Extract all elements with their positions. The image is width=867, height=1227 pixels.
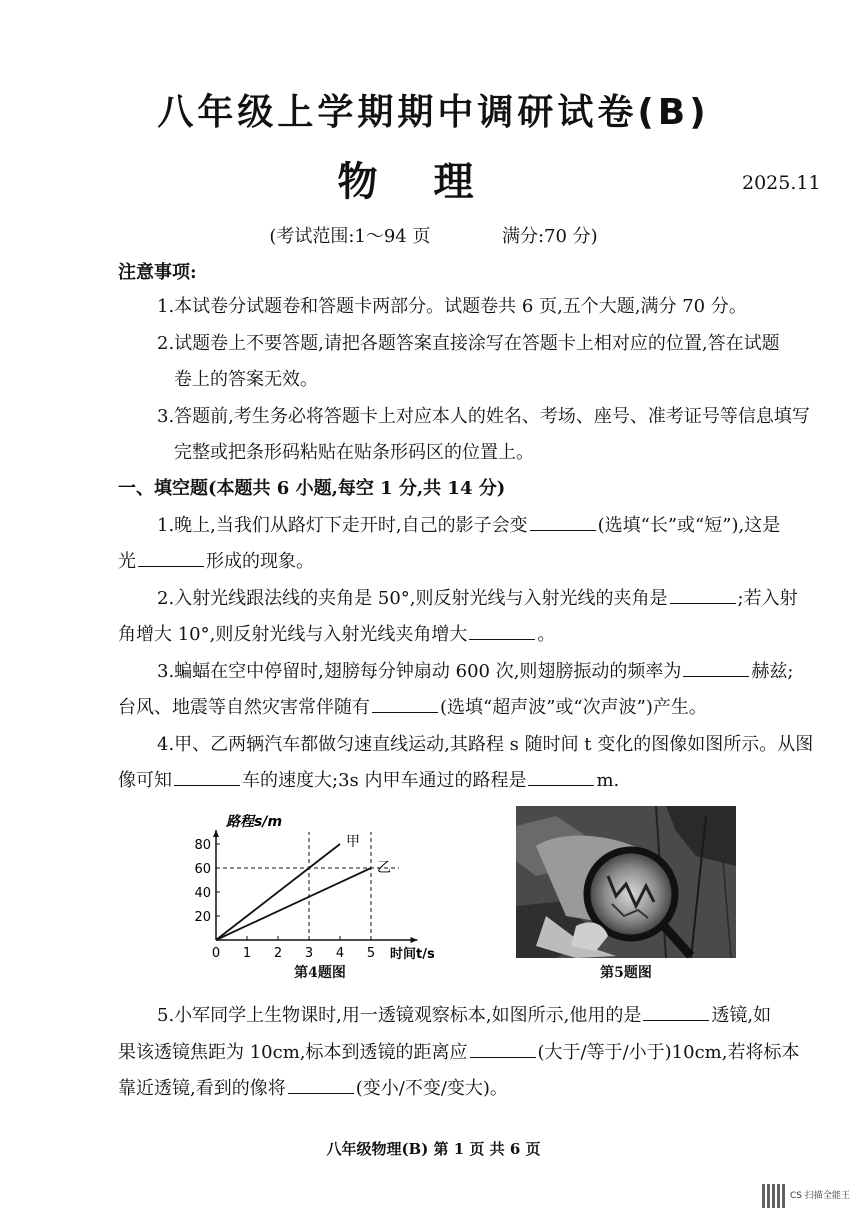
q2-text-b: ;若入射 (737, 588, 798, 609)
note-3-line2: 完整或把条形码粘贴在贴条形码区的位置上。 (174, 442, 534, 463)
q2-text-d: 。 (537, 624, 556, 645)
q5-line3 (118, 1074, 508, 1100)
section1-heading: 一、填空题(本题共 6 小题,每空 1 分,共 14 分) (118, 478, 506, 499)
q5-blank-3 (288, 1075, 354, 1094)
q5-line2 (118, 1038, 799, 1064)
q4-text-c: 车的速度大;3s 内甲车通过的路程是 (242, 770, 527, 791)
q1-blank-2 (138, 548, 204, 567)
chart-plot-area (194, 830, 417, 961)
q5-text-b: 透镜,如 (711, 1005, 772, 1026)
note-1: 1.本试卷分试题卷和答题卡两部分。试题卷共 6 页,五个大题,满分 70 分。 (157, 296, 747, 317)
page-footer: 八年级物理(B) 第 1 页 共 6 页 (326, 1140, 541, 1158)
q5-text-d: (大于/等于/小于)10cm,若将标本 (537, 1042, 800, 1063)
q1-line1 (157, 511, 780, 537)
figure5-caption: 第5题图 (600, 965, 652, 981)
q1-text-a: 1.晚上,当我们从路灯下走开时,自己的影子会变 (157, 515, 528, 536)
q4-line2 (118, 766, 619, 792)
figure5-magnifier-photo (516, 806, 736, 958)
chart-xtick-label: 1 (242, 946, 252, 961)
exam-title: 八年级上学期期中调研试卷(B) (157, 92, 710, 133)
q2-text-c: 角增大 10°,则反射光线与入射光线夹角增大 (118, 624, 468, 645)
q5-text-a: 5.小军同学上生物课时,用一透镜观察标本,如图所示,他用的是 (157, 1005, 642, 1026)
chart-xtick-label: 3 (304, 946, 314, 961)
q2-blank-1 (670, 585, 736, 604)
q3-line1 (157, 657, 794, 683)
q5-blank-2 (470, 1039, 536, 1058)
q1-blank-1 (530, 512, 596, 531)
note-3-line1: 3.答题前,考生务必将答题卡上对应本人的姓名、考场、座号、准考证号等信息填写 (157, 406, 810, 427)
chart-y-arrow (213, 830, 219, 837)
chart-series-line-2 (216, 868, 371, 940)
q3-text-d: (选填“超声波”或“次声波”)产生。 (440, 697, 707, 718)
notes-heading: 注意事项: (118, 262, 197, 283)
q2-blank-2 (469, 621, 535, 640)
q1-text-d: 形成的现象。 (206, 551, 314, 572)
exam-date: 2025.11 (742, 172, 821, 194)
q5-blank-1 (643, 1002, 709, 1021)
q3-text-b: 赫兹; (751, 661, 794, 682)
q3-text-a: 3.蝙蝠在空中停留时,翅膀每分钟扇动 600 次,则翅膀振动的频率为 (157, 661, 682, 682)
note-2-line2: 卷上的答案无效。 (174, 369, 318, 390)
qr-code-icon (762, 1184, 786, 1208)
chart-ylabel: 路程s/m (226, 814, 283, 830)
note-2-line1: 2.试题卷上不要答题,请把各题答案直接涂写在答题卡上相对应的位置,答在试题 (157, 333, 780, 354)
q4-text-b: 像可知 (118, 770, 172, 791)
chart-xlabel: 时间t/s (390, 947, 435, 962)
q3-line2 (118, 693, 707, 719)
chart-series-label: 乙 (377, 860, 391, 876)
subject-title: 物理 (337, 159, 530, 205)
scanner-watermark: CS 扫描全能王 (790, 1191, 850, 1201)
exam-meta (0, 222, 867, 248)
q4-blank-2 (528, 767, 594, 786)
full-score: 满分:70 分) (501, 226, 598, 247)
q4-line1: 4.甲、乙两辆汽车都做匀速直线运动,其路程 s 随时间 t 变化的图像如图所示。从图 (157, 734, 814, 755)
chart-xtick-label: 2 (273, 946, 283, 961)
chart-xtick-label: 4 (335, 946, 345, 961)
chart-ytick-label: 20 (194, 910, 211, 925)
q5-text-e: 靠近透镜,看到的像将 (118, 1078, 286, 1099)
chart-ytick-label: 60 (194, 862, 211, 877)
figure4-caption: 第4题图 (294, 965, 346, 981)
q2-text-a: 2.入射光线跟法线的夹角是 50°,则反射光线与入射光线的夹角是 (157, 588, 668, 609)
chart-series-label: 甲 (346, 834, 360, 850)
q3-text-c: 台风、地震等自然灾害常伴随有 (118, 697, 370, 718)
q1-line2 (118, 547, 314, 573)
chart-xtick-label: 0 (211, 946, 221, 961)
q3-blank-2 (372, 694, 438, 713)
q2-line2 (118, 620, 555, 646)
q1-text-c: 光 (118, 551, 136, 572)
q5-line1 (157, 1001, 771, 1027)
chart-ytick-label: 40 (194, 886, 211, 901)
chart-ytick-label: 80 (194, 838, 211, 853)
exam-scope: (考试范围:1～94 页 (269, 226, 431, 247)
q3-blank-1 (683, 658, 749, 677)
q5-text-f: (变小/不变/变大)。 (355, 1078, 508, 1099)
figure4-st-graph (190, 806, 450, 986)
chart-x-arrow (411, 937, 418, 943)
q4-text-d: m. (596, 770, 620, 791)
q4-blank-1 (174, 767, 240, 786)
q2-line1 (157, 584, 798, 610)
q1-text-b: (选填“长”或“短”),这是 (597, 515, 781, 536)
chart-xtick-label: 5 (366, 946, 376, 961)
q5-text-c: 果该透镜焦距为 10cm,标本到透镜的距离应 (118, 1042, 468, 1063)
